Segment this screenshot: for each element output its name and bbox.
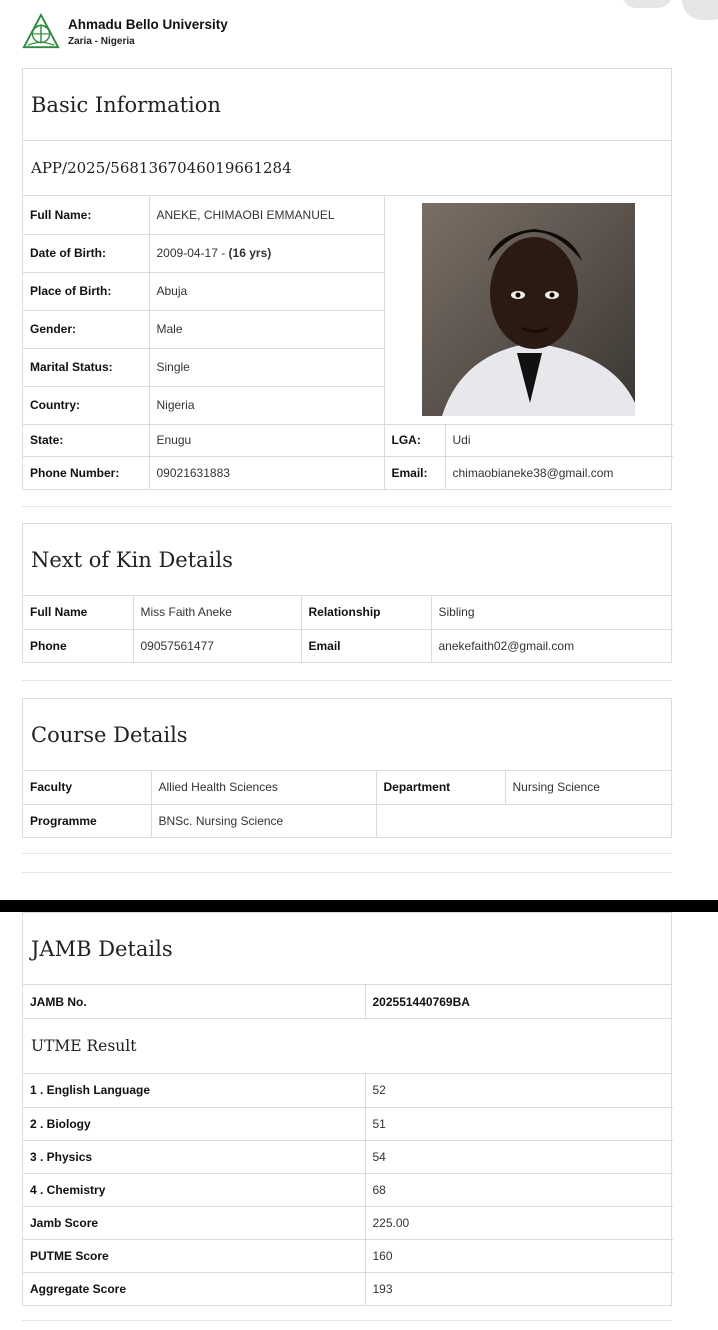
kin-phone-label: Phone (23, 629, 133, 662)
full-name-label: Full Name: (23, 196, 149, 234)
jamb-details-card (22, 912, 672, 1306)
phone-value: 09021631883 (149, 456, 384, 489)
subject-score: 54 (365, 1140, 673, 1173)
subject-label: 3 . Physics (23, 1140, 365, 1173)
corner-decoration (682, 0, 718, 20)
putme-score-label: PUTME Score (23, 1239, 365, 1272)
age-value: (16 yrs) (228, 246, 272, 260)
marital-status-value: Single (149, 348, 384, 386)
kin-phone-value: 09057561477 (133, 629, 301, 662)
next-of-kin-card (22, 523, 672, 663)
faculty-label: Faculty (23, 771, 151, 804)
aggregate-score-label: Aggregate Score (23, 1272, 365, 1305)
country-label: Country: (23, 386, 149, 424)
kin-email-label: Email (301, 629, 431, 662)
jamb-no-value: 202551440769BA (365, 985, 673, 1018)
department-label: Department (376, 771, 505, 804)
corner-decoration (622, 0, 672, 8)
putme-score-value: 160 (365, 1239, 673, 1272)
section-title: Course Details (23, 699, 671, 771)
programme-value: BNSc. Nursing Science (151, 804, 376, 837)
gender-label: Gender: (23, 310, 149, 348)
basic-info-table (23, 196, 673, 489)
university-location: Zaria - Nigeria (68, 36, 135, 47)
university-logo-icon (22, 13, 60, 51)
photo-cell (384, 196, 673, 424)
phone-label: Phone Number: (23, 456, 149, 489)
dob-value (149, 234, 384, 272)
divider (22, 872, 672, 873)
utme-result-table (23, 1074, 673, 1305)
kin-name-label: Full Name (23, 596, 133, 629)
kin-relationship-value: Sibling (431, 596, 673, 629)
basic-information-card (22, 68, 672, 490)
dob-date: 2009-04-17 - (156, 246, 229, 260)
black-separator-bar (0, 900, 718, 912)
kin-relationship-label: Relationship (301, 596, 431, 629)
state-label: State: (23, 424, 149, 456)
country-value: Nigeria (149, 386, 384, 424)
programme-label: Programme (23, 804, 151, 837)
section-title: Basic Information (23, 69, 671, 141)
email-label: Email: (384, 456, 445, 489)
lga-label: LGA: (384, 424, 445, 456)
divider (22, 1320, 672, 1321)
next-of-kin-table (23, 596, 673, 662)
empty-cell (376, 804, 673, 837)
page-header (22, 12, 228, 52)
jamb-no-label: JAMB No. (23, 985, 365, 1018)
divider (22, 680, 672, 681)
utme-result-title: UTME Result (23, 1018, 671, 1074)
course-table (23, 771, 673, 837)
divider (22, 853, 672, 854)
kin-name-value: Miss Faith Aneke (133, 596, 301, 629)
lga-value: Udi (445, 424, 673, 456)
application-number: APP/2025/5681367046019661284 (23, 141, 671, 196)
marital-status-label: Marital Status: (23, 348, 149, 386)
section-title: Next of Kin Details (23, 524, 671, 596)
department-value: Nursing Science (505, 771, 673, 804)
dob-label: Date of Birth: (23, 234, 149, 272)
jamb-score-label: Jamb Score (23, 1206, 365, 1239)
jamb-number-table (23, 985, 673, 1018)
subject-label: 2 . Biology (23, 1107, 365, 1140)
state-value: Enugu (149, 424, 384, 456)
subject-score: 51 (365, 1107, 673, 1140)
pob-value: Abuja (149, 272, 384, 310)
passport-photo (422, 203, 635, 416)
faculty-value: Allied Health Sciences (151, 771, 376, 804)
email-value: chimaobianeke38@gmail.com (445, 456, 673, 489)
subject-label: 1 . English Language (23, 1074, 365, 1107)
kin-email-value: anekefaith02@gmail.com (431, 629, 673, 662)
course-details-card (22, 698, 672, 838)
aggregate-score-value: 193 (365, 1272, 673, 1305)
divider (22, 506, 672, 507)
university-name: Ahmadu Bello University (68, 17, 228, 32)
subject-score: 52 (365, 1074, 673, 1107)
pob-label: Place of Birth: (23, 272, 149, 310)
full-name-value: ANEKE, CHIMAOBI EMMANUEL (149, 196, 384, 234)
subject-label: 4 . Chemistry (23, 1173, 365, 1206)
subject-score: 68 (365, 1173, 673, 1206)
jamb-score-value: 225.00 (365, 1206, 673, 1239)
gender-value: Male (149, 310, 384, 348)
section-title: JAMB Details (23, 913, 671, 985)
